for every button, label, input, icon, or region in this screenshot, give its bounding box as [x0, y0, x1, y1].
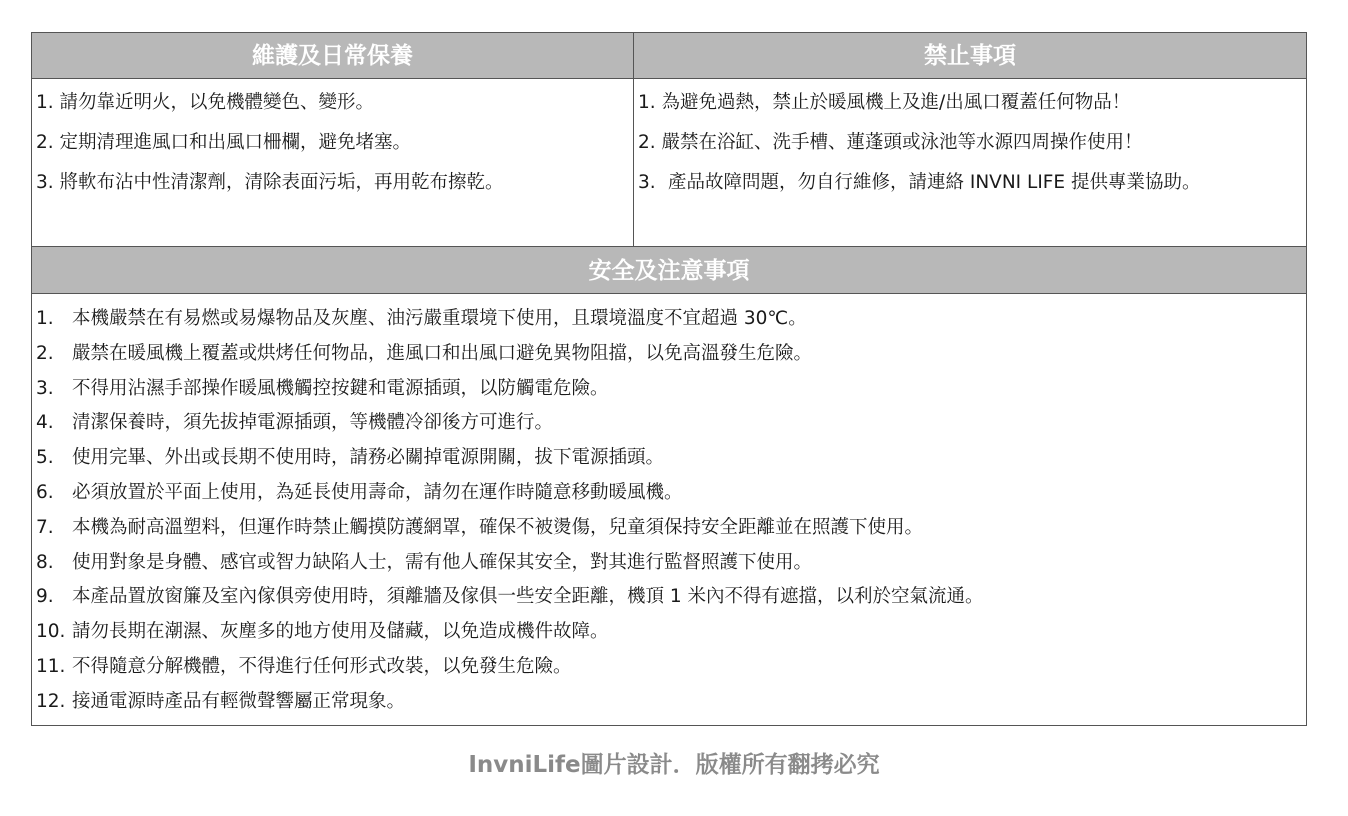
safety-item	[36, 511, 1306, 546]
item-text: 使用對象是身體、感官或智力缺陷人士，需有他人確保其安全，對其進行監督照護下使用。	[72, 551, 813, 573]
item-number: 3.	[36, 172, 54, 193]
item-text: 不得用沾濕手部操作暖風機觸控按鍵和電源插頭，以防觸電危險。	[72, 377, 609, 399]
item-text: 定期清理進風口和出風口柵欄，避免堵塞。	[59, 132, 412, 153]
item-number: 2.	[36, 342, 54, 364]
item-number: 7.	[36, 516, 54, 538]
safety-item	[36, 372, 1306, 407]
item-text: 本機為耐高溫塑料，但運作時禁止觸摸防護網罩，確保不被燙傷，兒童須保持安全距離並在照護下使用。	[72, 516, 924, 538]
safety-item	[36, 476, 1306, 511]
item-text: 使用完畢、外出或長期不使用時，請務必關掉電源開關，拔下電源插頭。	[72, 447, 665, 469]
item-text: 本產品置放窗簾及室內傢俱旁使用時，須離牆及傢俱一些安全距離，機頂 1 米內不得有遮擋，以利於空氣流通。	[72, 586, 984, 608]
item-number: 9.	[36, 586, 54, 608]
item-number: 10.	[36, 621, 66, 643]
maintenance-item	[36, 89, 633, 129]
prohibited-item	[638, 163, 1306, 243]
safety-item	[36, 302, 1306, 337]
item-number: 3.	[36, 377, 54, 399]
item-number: 2.	[36, 132, 54, 153]
copyright-footer: InvniLife圖片設計．版權所有翻拷必究	[468, 752, 880, 778]
maintenance-item	[36, 129, 633, 169]
item-number: 1.	[36, 308, 54, 329]
notice-table	[31, 32, 1307, 726]
item-number: 5.	[36, 447, 54, 469]
item-text: 本機嚴禁在有易燃或易爆物品及灰塵、油污嚴重環境下使用，且環境溫度不宜超過 30℃。	[72, 308, 807, 329]
maintenance-item	[36, 169, 633, 209]
prohibited-list	[634, 79, 1306, 246]
item-text: 嚴禁在浴缸、洗手槽、蓮蓬頭或泳池等水源四周操作使用！	[661, 132, 1143, 153]
safety-item	[36, 441, 1306, 476]
maintenance-list	[32, 79, 634, 246]
safety-item	[36, 650, 1306, 685]
item-text: 請勿長期在潮濕、灰塵多的地方使用及儲藏，以免造成機件故障。	[72, 621, 609, 643]
item-number: 1.	[36, 92, 54, 113]
safety-item	[36, 546, 1306, 581]
item-text: 清潔保養時，須先拔掉電源插頭，等機體冷卻後方可進行。	[72, 412, 554, 434]
item-text: 不得隨意分解機體，不得進行任何形式改裝，以免發生危險。	[72, 655, 572, 677]
item-text: 請勿靠近明火，以免機體變色、變形。	[59, 92, 375, 113]
item-number: 1.	[638, 92, 656, 113]
item-number: 11.	[36, 655, 66, 677]
item-text: 產品故障問題，勿自行維修，請連絡 INVNI LIFE 提供專業協助。	[668, 172, 1201, 193]
item-number: 6.	[36, 481, 54, 503]
item-text: 嚴禁在暖風機上覆蓋或烘烤任何物品，進風口和出風口避免異物阻擋，以免高溫發生危險。	[72, 342, 813, 364]
item-text: 接通電源時產品有輕微聲響屬正常現象。	[72, 690, 406, 712]
item-number: 3.	[638, 172, 656, 193]
safety-item	[36, 580, 1306, 615]
safety-item	[36, 615, 1306, 650]
item-number: 8.	[36, 551, 54, 573]
safety-item	[36, 685, 1306, 720]
safety-list	[32, 294, 1306, 725]
safety-item	[36, 406, 1306, 441]
maintenance-header: 維護及日常保養	[32, 33, 634, 79]
item-number: 4.	[36, 412, 54, 434]
item-number: 2.	[638, 132, 656, 153]
prohibited-item	[638, 89, 1306, 129]
item-text: 必須放置於平面上使用，為延長使用壽命，請勿在運作時隨意移動暖風機。	[72, 481, 683, 503]
item-text: 為避免過熱，禁止於暖風機上及進/出風口覆蓋任何物品！	[661, 92, 1131, 113]
safety-header: 安全及注意事項	[32, 246, 1306, 294]
safety-item	[36, 337, 1306, 372]
prohibited-header: 禁止事項	[634, 33, 1306, 79]
item-number: 12.	[36, 690, 66, 712]
item-text: 將軟布沾中性清潔劑，清除表面污垢，再用乾布擦乾。	[59, 172, 504, 193]
